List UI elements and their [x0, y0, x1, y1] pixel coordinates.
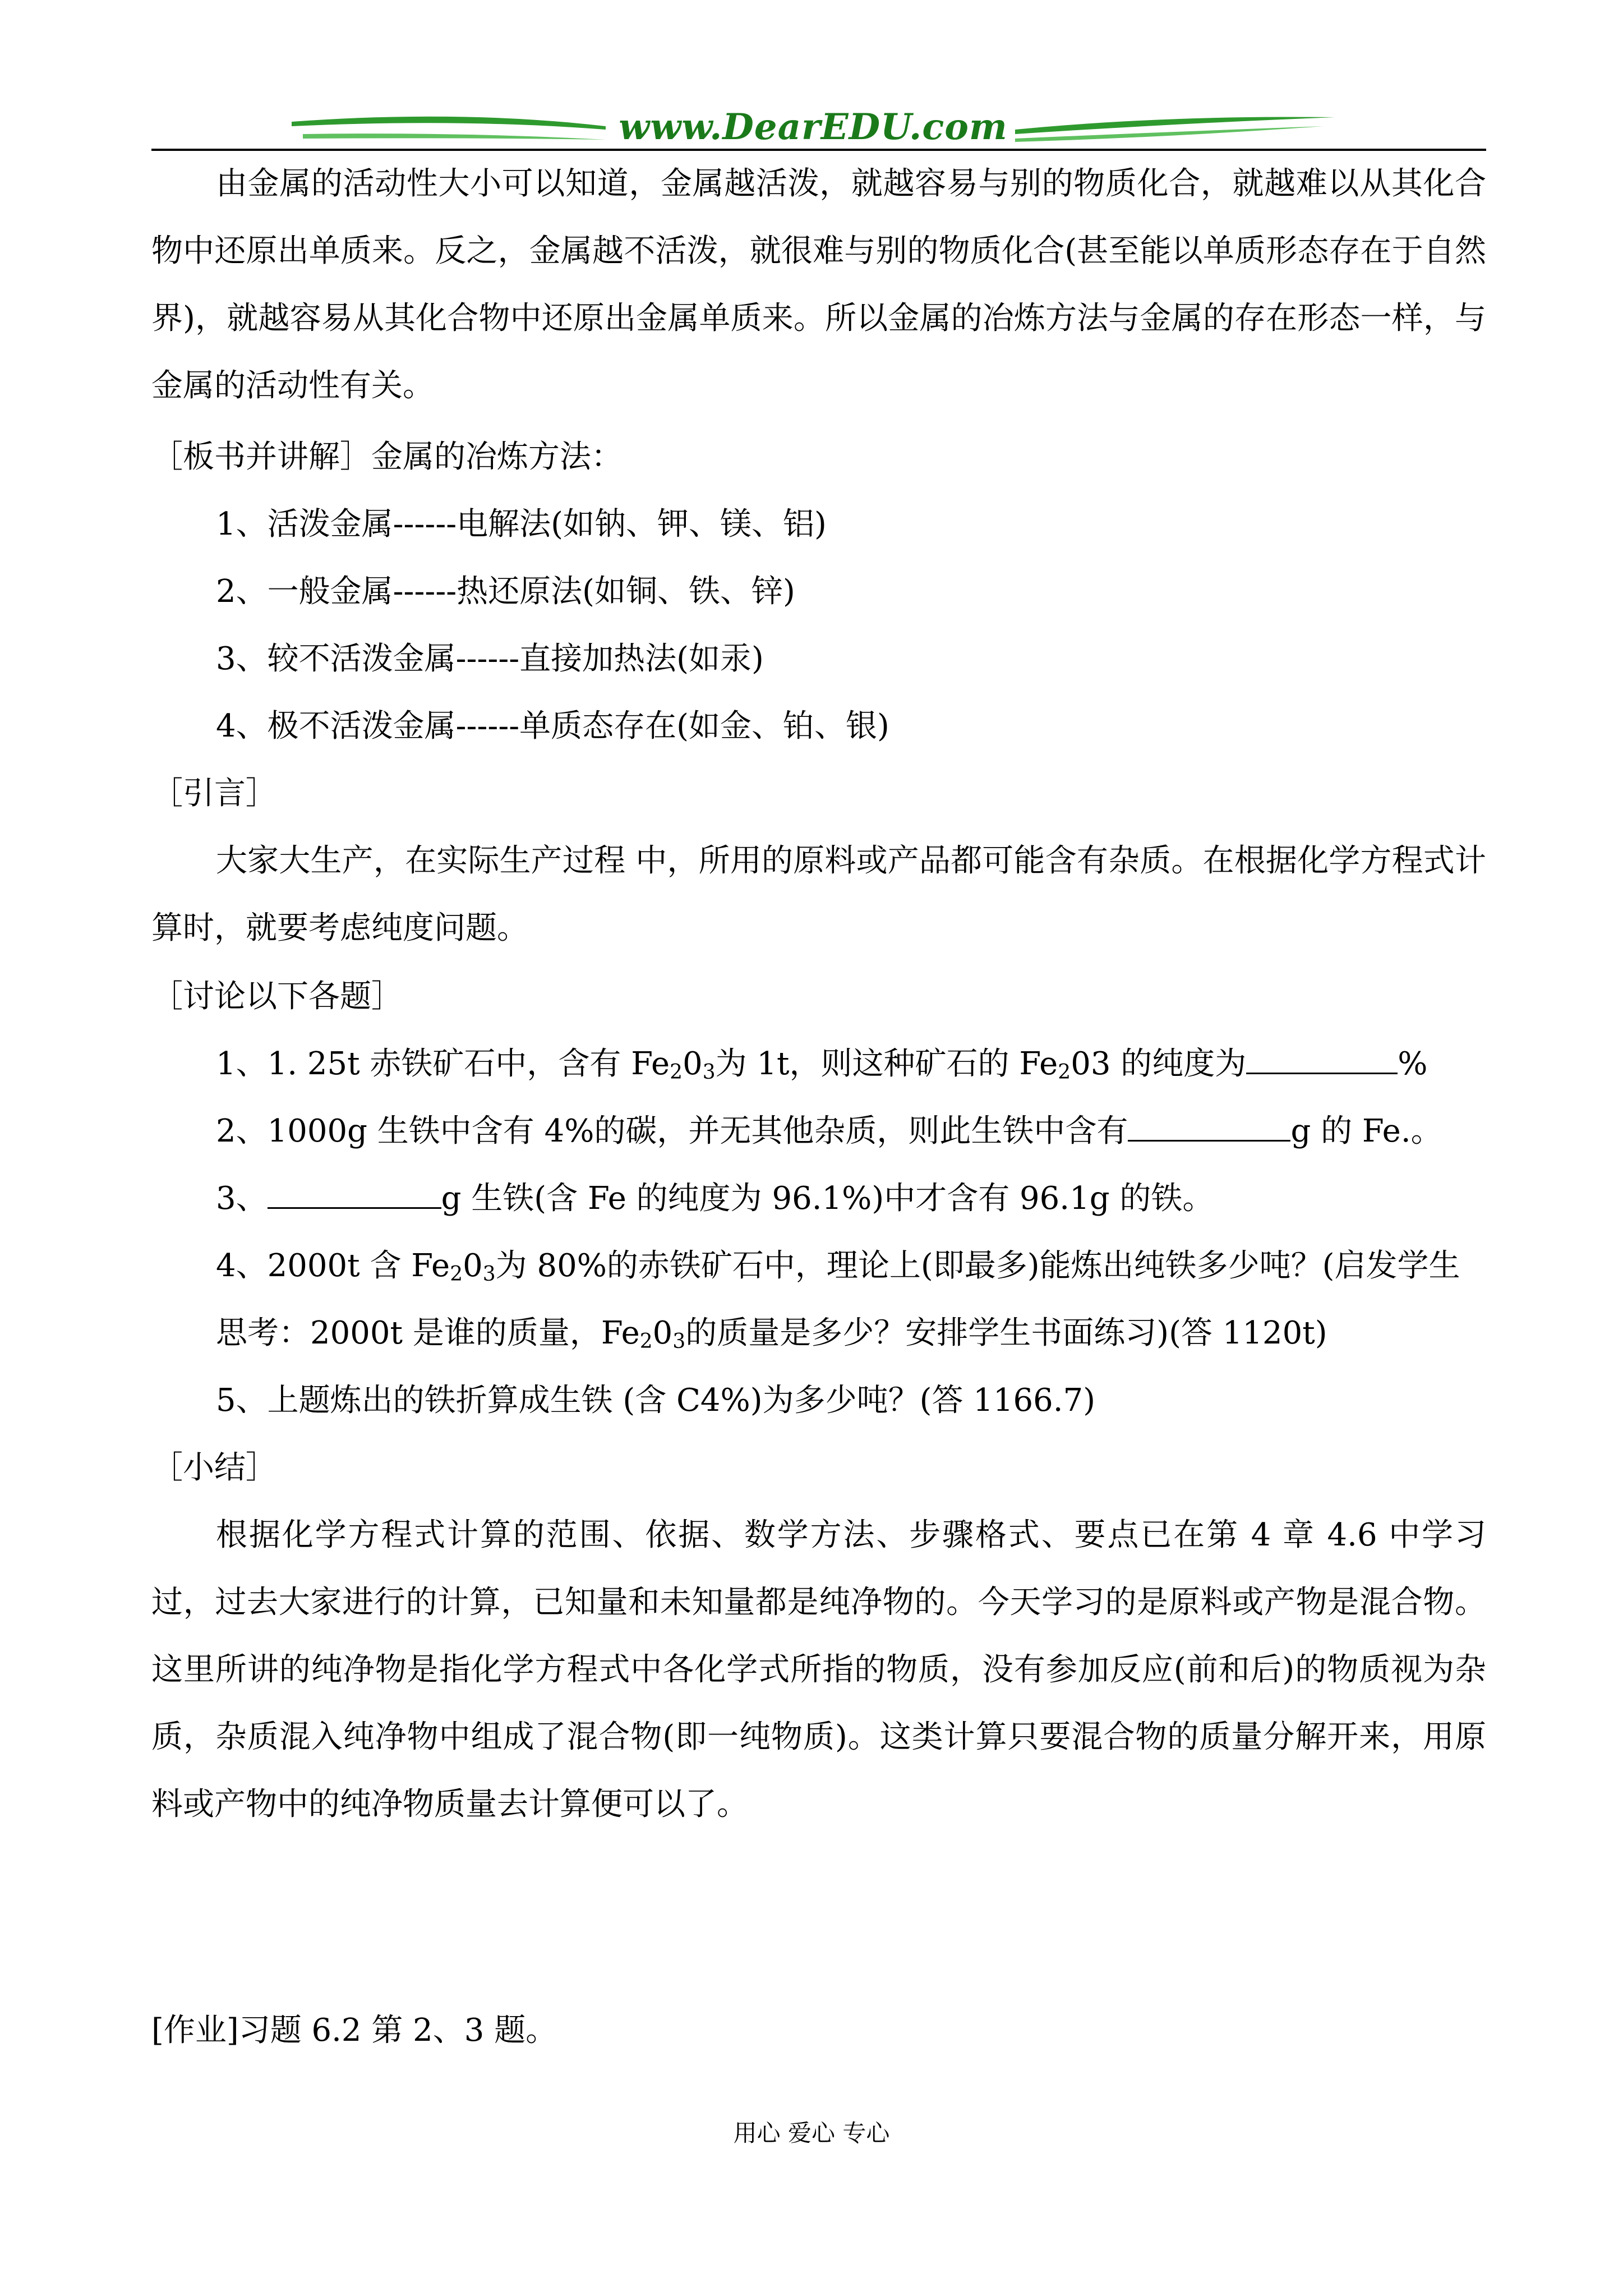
question-2: 2、1000g 生铁中含有 4%的碳，并无其他杂质，则此生铁中含有 g 的 Fe.。	[216, 1113, 1442, 1149]
method-item: 3、较不活泼金属------直接加热法(如汞)	[216, 641, 764, 677]
intro-paragraph: 由金属的活动性大小可以知道，金属越活泼，就越容易与别的物质化合，就越难以从其化合物中还原出单质来。反之，金属越不活泼，就很难与别的物质化合(甚至能以单质形态存在于自然界)，就越容易从其化合物中还原出金属单质来。所以金属的冶炼方法与金属的存在形态一样，与金属的活动性有关。	[151, 165, 1486, 404]
method-item: 4、极不活泼金属------单质态存在(如金、铂、银)	[216, 708, 889, 744]
question-1: 1、1. 25t 赤铁矿石中，含有 $Fe_20_3$为 1t，则这种矿石的 $Fe_203$ 的纯度为 %	[216, 1046, 1428, 1084]
answer-blank	[1246, 1046, 1398, 1074]
header-logo	[292, 106, 1335, 149]
method-item: 2、一般金属------热还原法(如铜、铁、锌)	[216, 573, 795, 610]
preface-paragraph: 大家大生产，在实际生产过程 中，所用的原料或产品都可能含有杂质。在根据化学方程式计算时，就要考虑纯度问题。	[151, 843, 1486, 946]
board-heading: ［板书并讲解］金属的冶炼方法：	[151, 439, 623, 475]
question-3: 3、 g 生铁(含 Fe 的纯度为 96.1%)中才含有 96.1g 的铁。	[216, 1180, 1214, 1217]
answer-blank	[268, 1180, 441, 1209]
method-item: 1、活泼金属------电解法(如钠、钾、镁、铝)	[216, 506, 827, 542]
question-4-line-2: 思考：2000t 是谁的质量，$Fe_20_3$的质量是多少？安排学生书面练习)(答 1120t)	[216, 1315, 1327, 1353]
summary-paragraph: 根据化学方程式计算的范围、依据、数学方法、步骤格式、要点已在第 4 章 4.6 中学习过，过去大家进行的计算，已知量和未知量都是纯净物的。今天学习的是原料或产物是混合物。这里所讲的纯净物是指化学方程式中各化学式所指的物质，没有参加反应(前和后)的物质视为杂质，杂质混入纯净物中组成了混合物(即一纯物质)。这类计算只要混合物的质量分解开来，用原料或产物中的纯净物质量去计算便可以了。	[151, 1517, 1486, 1823]
homework: [作业]习题 6.2 第 2、3 题。	[151, 2012, 557, 2049]
question-4-line-1: 4、2000t 含 $Fe_20_3$为 80%的赤铁矿石中，理论上(即最多)能炼出纯铁多少吨？(启发学生	[216, 1248, 1460, 1286]
logo-text: www.DearEDU.com	[619, 106, 1008, 148]
page-footer: 用心 爱心 专心	[733, 2119, 890, 2147]
question-5: 5、上题炼出的铁折算成生铁 (含 C4%)为多少吨？(答 1166.7)	[216, 1382, 1096, 1419]
discussion-heading: ［讨论以下各题］	[151, 978, 403, 1015]
answer-blank	[1128, 1113, 1290, 1142]
preface-heading: ［引言］	[151, 775, 277, 812]
summary-heading: ［小结］	[151, 1450, 277, 1486]
